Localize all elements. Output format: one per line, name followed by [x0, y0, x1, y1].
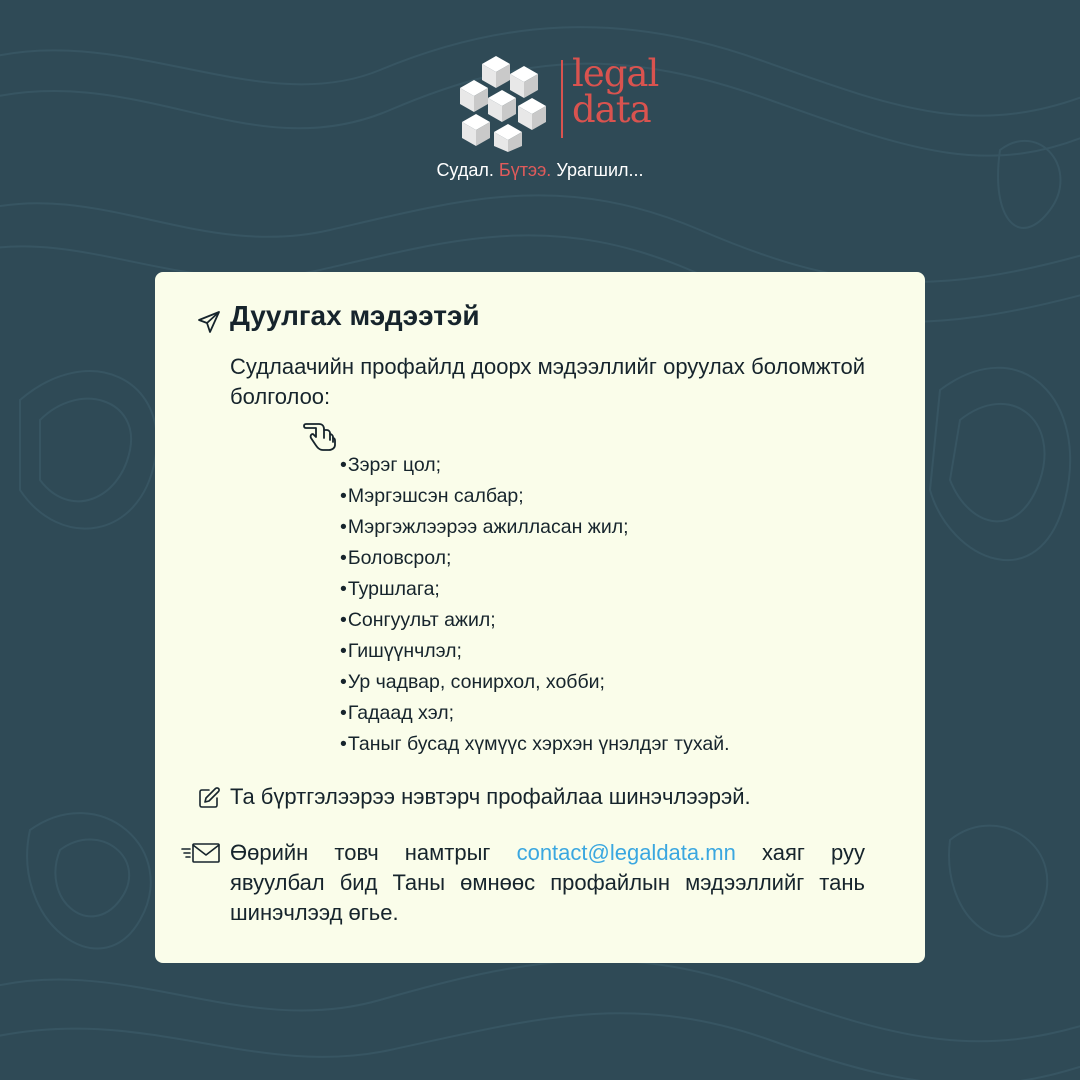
list-item: •Гишүүнчлэл;: [340, 640, 462, 662]
contact-text-after: хаяг руу явуулбал бид Таны өмнөөс профайлын мэдээллийг тань шинэчлээд өгье.: [230, 840, 865, 925]
edit-icon: [197, 786, 221, 810]
contact-text: [230, 838, 865, 928]
tagline: [0, 160, 1080, 181]
brand-logo: [460, 52, 670, 152]
pointing-hand-icon: [303, 420, 337, 452]
card-heading: Дуулгах мэдээтэй: [230, 300, 480, 331]
intro-text: Судлаачийн профайлд доорх мэдээллийг оруулах боломжтой болголоо:: [230, 354, 865, 409]
list-item: •Таныг бусад хүмүүс хэрхэн үнэлдэг тухай.: [340, 733, 730, 755]
list-item: •Боловсрол;: [340, 547, 452, 569]
tagline-part1: Судал.: [436, 160, 494, 180]
logo-wordmark: [572, 52, 659, 131]
list-item: •Гадаад хэл;: [340, 702, 455, 724]
update-profile-text: Та бүртгэлээрээ нэвтэрч профайлаа шинэчлээрэй.: [230, 784, 751, 809]
mail-icon: [181, 842, 221, 864]
logo-cubes-icon: [460, 52, 560, 152]
profile-fields-list: [340, 450, 730, 760]
list-item: •Зэрэг цол;: [340, 454, 442, 476]
list-item: •Туршлага;: [340, 578, 440, 600]
tagline-part3: Урагшил...: [556, 160, 644, 180]
contact-text-before: Өөрийн товч намтрыг: [230, 840, 491, 865]
paper-plane-icon: [197, 310, 221, 334]
list-item: •Сонгуульт ажил;: [340, 609, 496, 631]
list-item: •Ур чадвар, сонирхол, хобби;: [340, 671, 605, 693]
contact-email-link[interactable]: contact@legaldata.mn: [516, 840, 736, 865]
announcement-card: [155, 272, 925, 963]
logo-divider: [561, 60, 563, 138]
list-item: •Мэргэшсэн салбар;: [340, 485, 524, 507]
tagline-part2: Бүтээ.: [498, 160, 552, 180]
logo-word-data: data: [572, 88, 651, 131]
list-item: •Мэргэжлээрээ ажилласан жил;: [340, 516, 629, 538]
logo-word-legal: legal: [572, 52, 659, 95]
